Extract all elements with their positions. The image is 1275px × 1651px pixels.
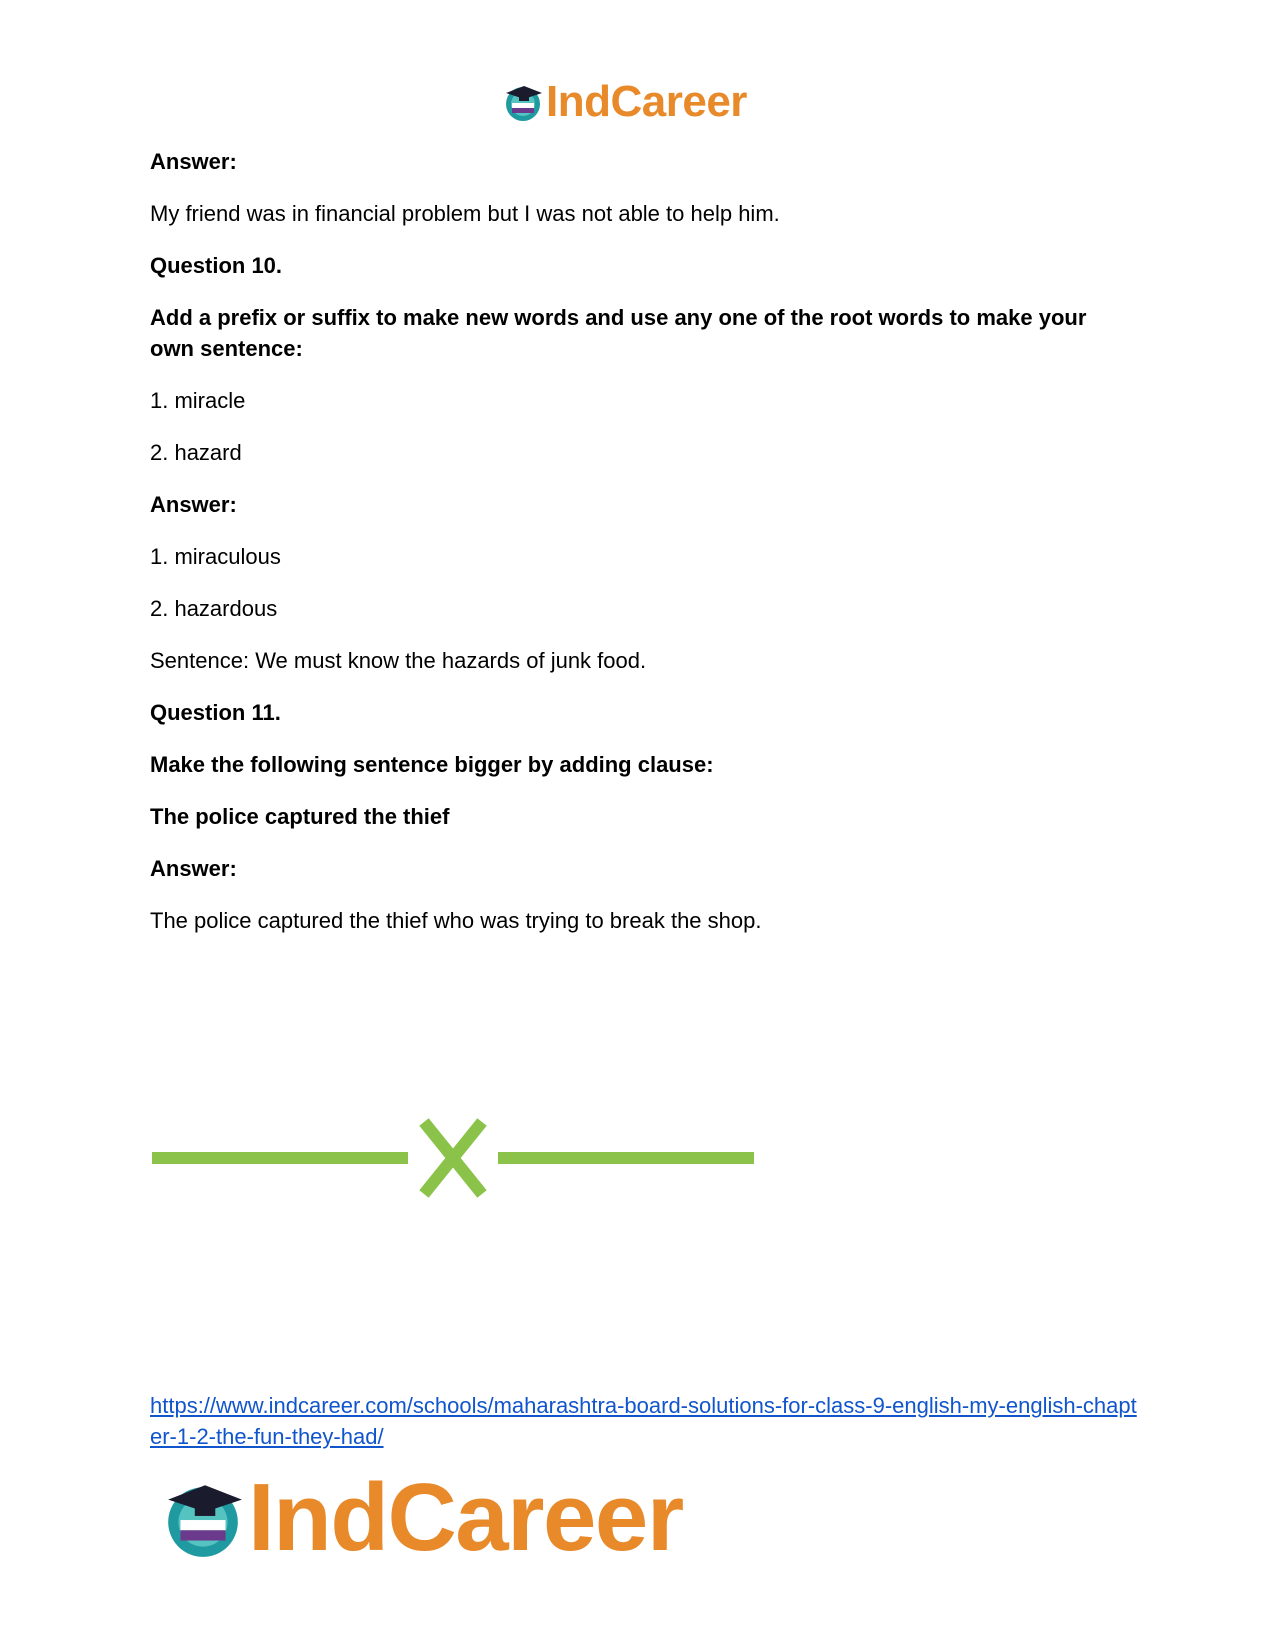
question-text: Add a prefix or suffix to make new words and use any one of the root words to make your own sentence:	[150, 305, 1087, 361]
list-item: 1. miracle	[150, 388, 246, 413]
question-heading: Question 10.	[150, 253, 283, 278]
brand-name: IndCareer	[248, 1464, 683, 1571]
answer-heading: Answer:	[150, 856, 237, 881]
list-item: 1. miraculous	[150, 544, 281, 569]
answer-text: The police captured the thief who was trying to break the shop.	[150, 908, 762, 933]
decorative-separator	[150, 1118, 760, 1198]
header-logo	[502, 77, 747, 126]
answer-heading: Answer:	[150, 149, 237, 174]
question-text: Make the following sentence bigger by adding clause:	[150, 752, 714, 777]
question-sentence: The police captured the thief	[150, 804, 450, 829]
graduation-cap-globe-icon	[160, 1475, 246, 1561]
footer-logo	[160, 1464, 683, 1571]
question-heading: Question 11.	[150, 700, 281, 725]
separator-lines	[152, 1122, 754, 1194]
list-item: 2. hazard	[150, 440, 242, 465]
graduation-cap-globe-icon	[502, 81, 544, 123]
footer-url-link[interactable]: https://www.indcareer.com/schools/maharashtra-board-solutions-for-class-9-english-my-english-chapter-1-2-the-fun-they-had/	[150, 1393, 1137, 1449]
answer-heading: Answer:	[150, 492, 237, 517]
brand-name: IndCareer	[546, 77, 747, 126]
sentence-text: Sentence: We must know the hazards of junk food.	[150, 648, 647, 673]
document-body	[150, 146, 1130, 936]
answer-text: My friend was in financial problem but I was not able to help him.	[150, 201, 780, 226]
list-item: 2. hazardous	[150, 596, 278, 621]
